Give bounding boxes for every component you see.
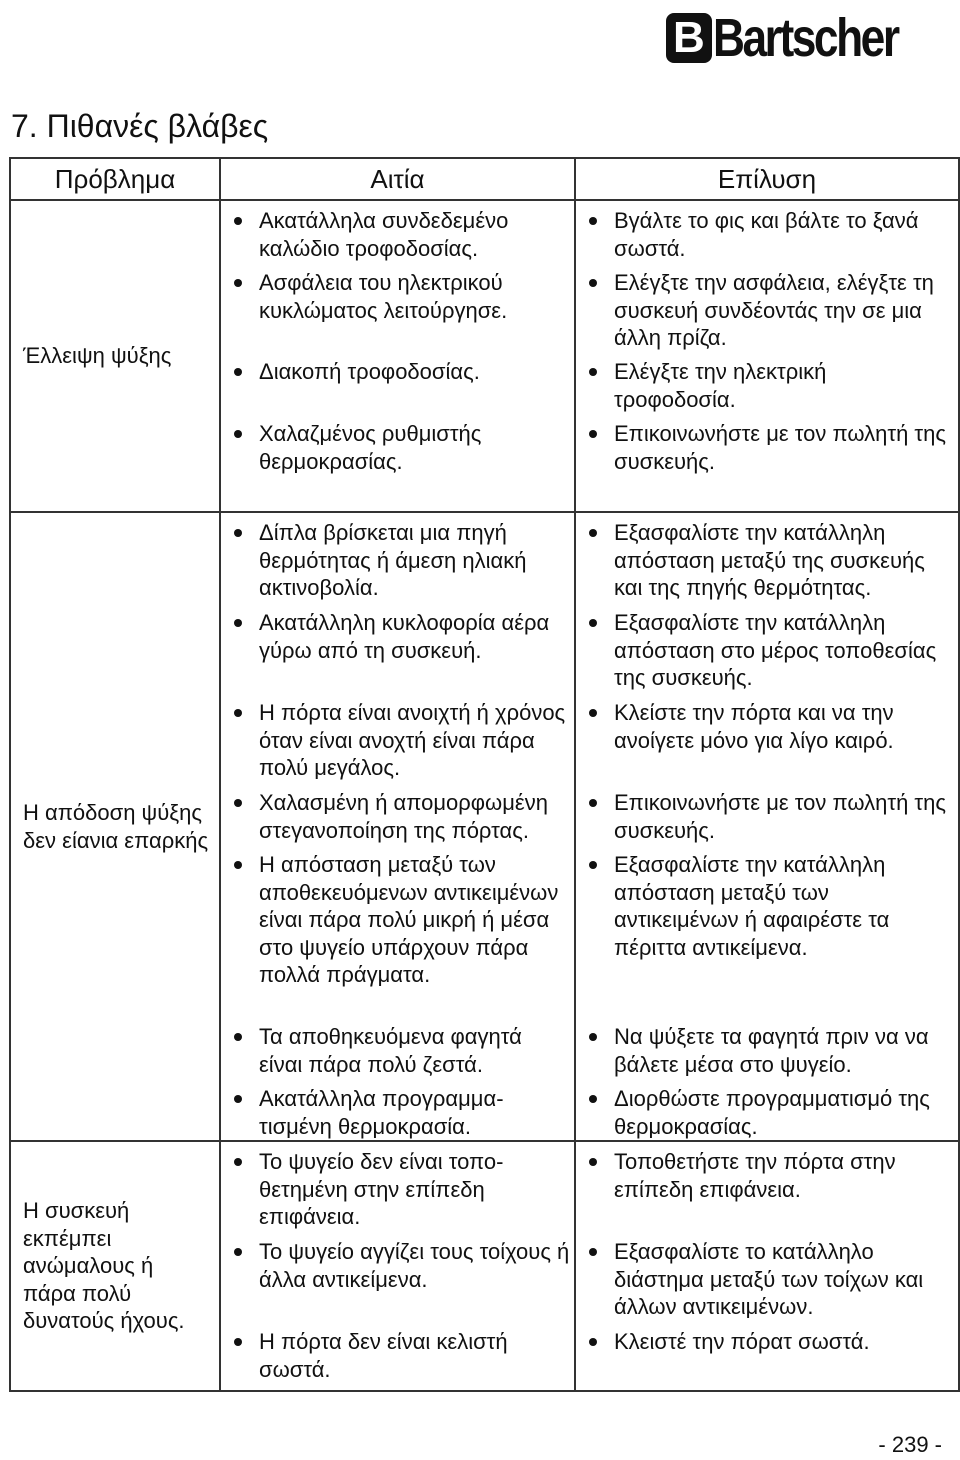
header-cause: Αιτία	[220, 158, 575, 200]
table-row	[10, 1141, 959, 1391]
list-item: Επικοινωνήστε με τον πωλητή της συσκευής.	[576, 420, 958, 475]
problem-cell	[10, 512, 220, 1141]
list-item: Επικοινωνήστε με τον πωλητή της συσκευής.	[576, 789, 958, 851]
list-item: Κλειστέ την πόρατ σωστά.	[576, 1328, 958, 1356]
list-item: Η απόσταση μεταξύ των αποθεκευόμενων αντικειμένων είναι πάρα πολύ μικρή ή μέσα στο ψυγείο υπάρχουν πάρα πολλά πράγματα.	[221, 851, 574, 1023]
header-solution: Επίλυση	[575, 158, 959, 200]
list-item: Εξασφαλίστε το κατάλληλο διάστημα μεταξύ των τοίχων και άλλων αντικειμένων.	[576, 1238, 958, 1328]
list-item: Τα αποθηκευόμενα φαγητά είναι πάρα πολύ ζεστά.	[221, 1023, 574, 1085]
bartscher-logo	[666, 6, 938, 70]
list-item: Το ψυγείο δεν είναι τοπο-θετημένη στην επίπεδη επιφάνεια.	[221, 1148, 574, 1238]
list-item: Ελέγξτε την ηλεκτρική τροφοδοσία.	[576, 358, 958, 420]
cause-cell	[220, 1141, 575, 1391]
list-item: Ασφάλεια του ηλεκτρικού κυκλώματος λειτούργησε.	[221, 269, 574, 358]
problem-cell	[10, 1141, 220, 1391]
list-item: Κλείστε την πόρτα και να την ανοίγετε μόνο για λίγο καιρό.	[576, 699, 958, 789]
list-item: Η πόρτα είναι ανοιχτή ή χρόνος όταν είναι ανοχτή είναι πάρα πολύ μεγάλος.	[221, 699, 574, 789]
table-row	[10, 200, 959, 512]
list-item: Εξασφαλίστε την κατάλληλη απόσταση στο μέρος τοποθεσίας της συσκευής.	[576, 609, 958, 699]
list-item: Να ψύξετε τα φαγητά πριν να να βάλετε μέσα στο ψυγείο.	[576, 1023, 958, 1085]
list-item: Εξασφαλίστε την κατάλληλη απόσταση μεταξύ της συσκευής και της πηγής θερμότητας.	[576, 519, 958, 609]
solution-list	[576, 513, 958, 1140]
table-row	[10, 512, 959, 1141]
list-item: Ελέγξτε την ασφάλεια, ελέγξτε τη συσκευή συνδέοντάς την σε μια άλλη πρίζα.	[576, 269, 958, 358]
solution-cell	[575, 512, 959, 1141]
header-problem: Πρόβλημα	[10, 158, 220, 200]
list-item: Διορθώστε προγραμματισμό της θερμοκρασίας.	[576, 1085, 958, 1140]
cause-cell	[220, 512, 575, 1141]
list-item: Το ψυγείο αγγίζει τους τοίχους ή άλλα αντικείμενα.	[221, 1238, 574, 1328]
solution-list	[576, 1142, 958, 1356]
problem-text: Η συσκευή εκπέμπει ανώμαλους ή πάρα πολύ δυνατούς ήχους.	[23, 1198, 185, 1334]
list-item: Εξασφαλίστε την κατάλληλη απόσταση μεταξύ των αντικειμένων ή αφαιρέστε τα πέριττα αντικείμενα.	[576, 851, 958, 1023]
problem-text: Έλλειψη ψύξης	[23, 343, 172, 369]
list-item: Χαλαζμένος ρυθμιστής θερμοκρασίας.	[221, 420, 574, 475]
list-item: Η πόρτα δεν είναι κελιστή σωστά.	[221, 1328, 574, 1383]
list-item: Διακοπή τροφοδοσίας.	[221, 358, 574, 420]
logo-text: Bartscher	[712, 8, 898, 68]
list-item: Τοποθετήστε την πόρτα στην επίπεδη επιφάνεια.	[576, 1148, 958, 1238]
page-number: - 239 -	[878, 1432, 942, 1457]
list-item: Ακατάλληλα συνδεδεμένο καλώδιο τροφοδοσίας.	[221, 207, 574, 269]
cause-list	[221, 201, 574, 475]
table-header-row	[10, 158, 959, 200]
list-item: Ακατάλληλη κυκλοφορία αέρα γύρω από τη συσκευή.	[221, 609, 574, 699]
cause-cell	[220, 200, 575, 512]
solution-cell	[575, 200, 959, 512]
problem-cell	[10, 200, 220, 512]
solution-list	[576, 201, 958, 475]
list-item: Δίπλα βρίσκεται μια πηγή θερμότητας ή άμεση ηλιακή ακτινοβολία.	[221, 519, 574, 609]
list-item: Χαλασμένη ή απομορφωμένη στεγανοποίηση της πόρτας.	[221, 789, 574, 851]
solution-cell	[575, 1141, 959, 1391]
cause-list	[221, 1142, 574, 1383]
cause-list	[221, 513, 574, 1140]
logo-initial: B	[666, 13, 712, 63]
list-item: Ακατάλληλα προγραμμα-τισμένη θερμοκρασία.	[221, 1085, 574, 1140]
troubleshooting-table	[9, 157, 960, 1392]
section-title: 7. Πιθανές βλάβες	[11, 108, 269, 144]
list-item: Βγάλτε το φις και βάλτε το ξανά σωστά.	[576, 207, 958, 269]
problem-text: Η απόδοση ψύξης δεν είανια επαρκής	[23, 800, 209, 853]
